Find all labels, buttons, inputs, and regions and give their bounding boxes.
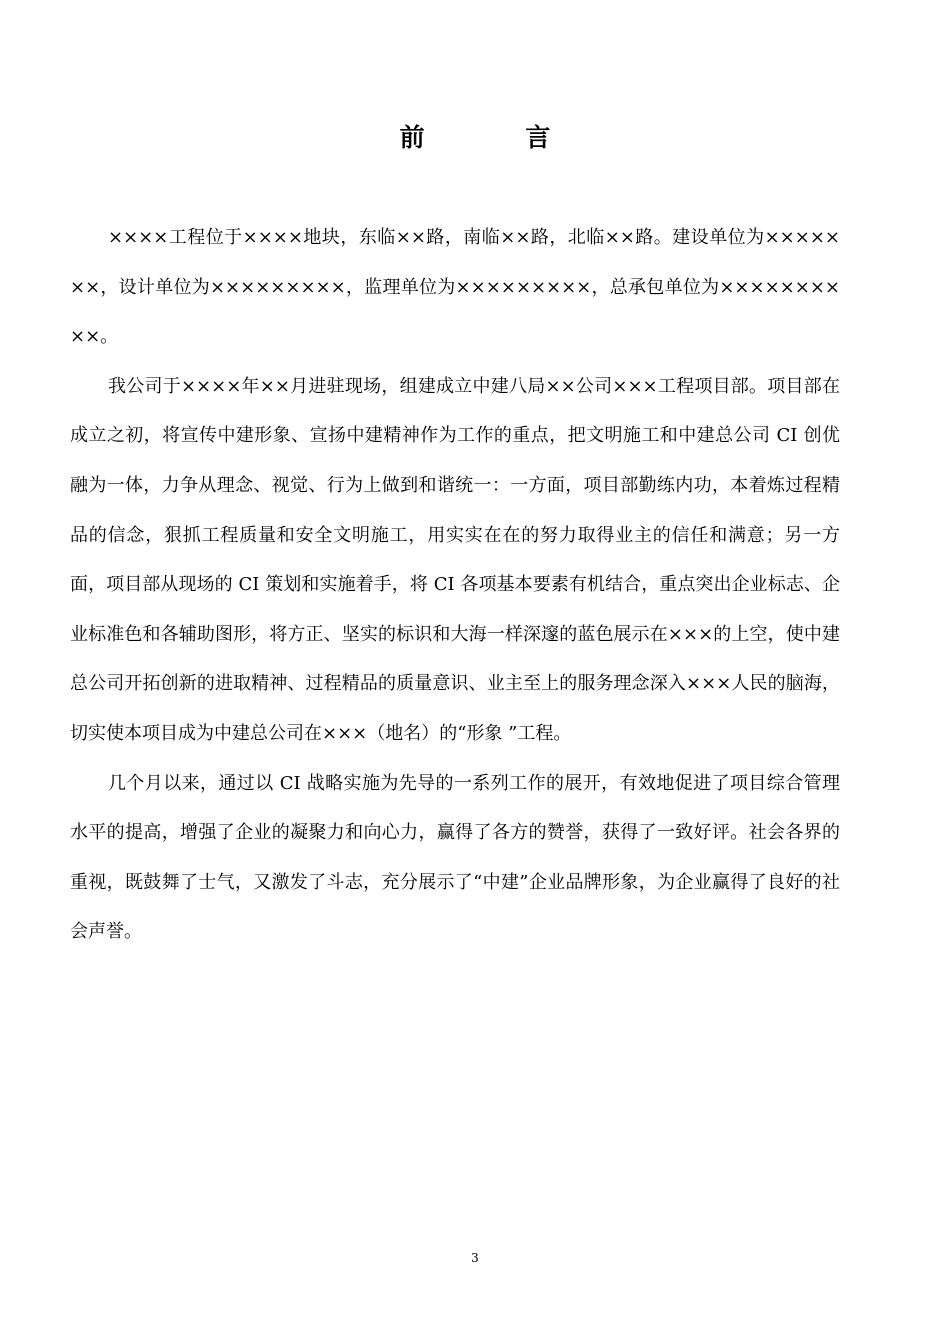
- paragraph-project-department: 我公司于××××年××月进驻现场，组建成立中建八局××公司×××工程项目部。项目部在成立之初，将宣传中建形象、宣扬中建精神作为工作的重点，把文明施工和中建总公司 CI 创优融为一体，力争从理念、视觉、行为上做到和谐统一：一方面，项目部勤练内功，本着炼过程精品的信念，狠抓工程质量和安全文明施工，用实实在在的努力取得业主的信任和满意；另一方面，项目部从现场的 CI 策划和实施着手，将 CI 各项基本要素有机结合，重点突出企业标志、企业标准色和各辅助图形，将方正、坚实的标识和大海一样深邃的蓝色展示在×××的上空，使中建总公司开拓创新的进取精神、过程精品的质量意识、业主至上的服务理念深入×××人民的脑海，切实使本项目成为中建总公司在×××（地名）的“形象 ”工程。: [70, 375, 840, 744]
- body-text: [70, 213, 840, 957]
- paragraph-results: 几个月以来，通过以 CI 战略实施为先导的一系列工作的展开，有效地促进了项目综合管理水平的提高，增强了企业的凝聚力和向心力，赢得了各方的赞誉，获得了一致好评。社会各界的重视，既鼓舞了士气，又激发了斗志，充分展示了“中建”企业品牌形象，为企业赢得了良好的社会声誉。: [70, 772, 840, 943]
- page-number: 3: [471, 1251, 479, 1265]
- paragraph-project-overview: ××××工程位于××××地块，东临××路，南临××路，北临××路。建设单位为×××××××，设计单位为×××××××××，监理单位为×××××××××，总承包单位为××××××××××。: [70, 227, 840, 348]
- page-title: 前 言: [399, 123, 597, 152]
